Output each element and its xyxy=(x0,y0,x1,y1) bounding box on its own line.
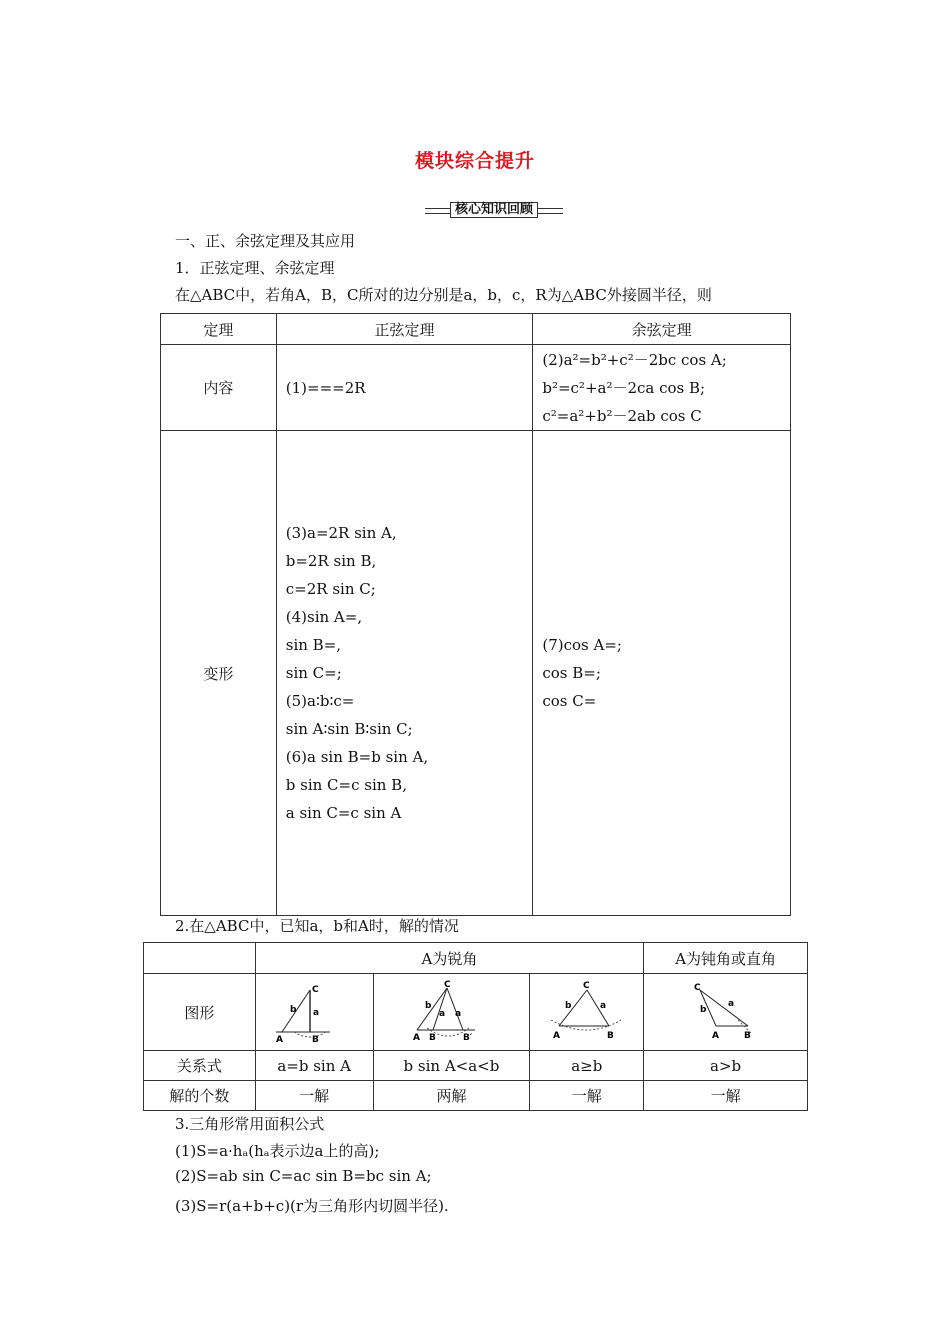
heading-section-1: 一、正、余弦定理及其应用 xyxy=(175,232,356,250)
relation-cell: a=b sin A xyxy=(255,1051,373,1081)
vertex-label: B xyxy=(429,1033,437,1043)
header-sine-law: 正弦定理 xyxy=(276,314,533,345)
sine-transform-line: b=2R sin B, xyxy=(285,552,377,570)
sine-transform-line: b sin C=c sin B, xyxy=(285,776,407,794)
sine-law-content: (1)===2R xyxy=(276,345,533,431)
area-formula-1: (1)S=a·hₐ(hₐ表示边a上的高); xyxy=(175,1142,380,1160)
section-banner xyxy=(425,203,563,217)
vertex-label: A xyxy=(413,1033,421,1043)
sine-transform-line: sin B=, xyxy=(285,636,342,654)
relation-cell: a>b xyxy=(644,1051,808,1081)
relation-cell: b sin A<a<b xyxy=(373,1051,530,1081)
vertex-label: C xyxy=(444,980,452,990)
cosine-law-transform xyxy=(533,431,791,916)
row-label-transform: 变形 xyxy=(161,431,277,916)
side-label: a xyxy=(455,1009,462,1019)
side-label: b xyxy=(699,1005,707,1015)
cosine-law-content xyxy=(533,345,791,431)
header-acute: A为锐角 xyxy=(255,943,644,974)
figure-one-solution-height xyxy=(255,974,373,1051)
sine-transform-line: sin A∶sin B∶sin C; xyxy=(285,720,413,738)
sine-transform-line: (5)a∶b∶c= xyxy=(285,692,355,710)
cos-formula-a: (2)a²=b²+c²－2bc cos A; xyxy=(542,350,727,369)
header-theorem: 定理 xyxy=(161,314,277,345)
count-cell: 两解 xyxy=(373,1081,530,1111)
count-cell: 一解 xyxy=(530,1081,644,1111)
side-label: b xyxy=(425,1001,432,1011)
header-cosine-law: 余弦定理 xyxy=(533,314,791,345)
side-label: b xyxy=(290,1005,297,1015)
solution-cases-table xyxy=(143,942,808,1111)
side-label: a xyxy=(313,1008,320,1018)
relation-cell: a≥b xyxy=(530,1051,644,1081)
vertex-label: C xyxy=(582,981,590,991)
count-cell: 一解 xyxy=(255,1081,373,1111)
sine-transform-line: (6)a sin B=b sin A, xyxy=(285,748,429,766)
side-label: a xyxy=(727,999,734,1009)
row-label-content: 内容 xyxy=(161,345,277,431)
vertex-label: A xyxy=(711,1031,719,1041)
row-label-figure: 图形 xyxy=(144,974,256,1051)
sine-transform-line: (3)a=2R sin A, xyxy=(285,524,397,542)
banner-text: 核心知识回顾 xyxy=(450,202,538,218)
sine-transform-line: sin C=; xyxy=(285,664,342,682)
row-label-relation: 关系式 xyxy=(144,1051,256,1081)
cos-formula-b: b²=c²+a²－2ca cos B; xyxy=(542,378,706,397)
vertex-label: C xyxy=(693,983,701,993)
vertex-label: A xyxy=(276,1035,284,1044)
sine-transform-line: a sin C=c sin A xyxy=(285,804,402,822)
heading-sine-cosine: 1．正弦定理、余弦定理 xyxy=(175,259,335,277)
empty-header-cell xyxy=(144,943,256,974)
heading-area-formulas: 3.三角形常用面积公式 xyxy=(175,1115,325,1133)
vertex-label: B xyxy=(606,1031,614,1041)
vertex-label: A xyxy=(552,1031,560,1041)
sine-transform-line: c=2R sin C; xyxy=(285,580,376,598)
intro-text: 在△ABC中，若角A，B，C所对的边分别是a，b，c，R为△ABC外接圆半径，则 xyxy=(175,286,712,304)
figure-one-solution-a-ge-b xyxy=(530,974,644,1051)
row-label-count: 解的个数 xyxy=(144,1081,256,1111)
count-cell: 一解 xyxy=(644,1081,808,1111)
cos-transform-line: cos C= xyxy=(542,692,597,710)
cos-transform-line: cos B=; xyxy=(542,664,601,682)
theorem-table xyxy=(160,313,791,916)
area-formula-3: (3)S=r(a+b+c)(r为三角形内切圆半径). xyxy=(175,1197,449,1215)
sine-law-transform xyxy=(276,431,533,916)
vertex-label: B xyxy=(743,1031,751,1041)
cos-formula-c: c²=a²+b²－2ab cos C xyxy=(542,406,702,425)
vertex-label: C xyxy=(312,985,319,995)
figure-obtuse xyxy=(644,974,808,1051)
page-title: 模块综合提升 xyxy=(414,150,535,172)
side-label: a xyxy=(599,1001,606,1011)
cos-transform-line: (7)cos A=; xyxy=(542,636,622,654)
sine-transform-line: (4)sin A=, xyxy=(285,608,363,626)
side-label: a xyxy=(439,1009,446,1019)
header-obtuse: A为钝角或直角 xyxy=(644,943,808,974)
area-formula-2: (2)S=ab sin C=ac sin B=bc sin A; xyxy=(175,1167,432,1185)
vertex-label: B′ xyxy=(463,1033,473,1043)
side-label: b xyxy=(564,1001,572,1011)
vertex-label: B xyxy=(312,1035,320,1044)
heading-solution-cases: 2.在△ABC中，已知a，b和A时，解的情况 xyxy=(175,917,459,935)
figure-two-solutions xyxy=(373,974,530,1051)
